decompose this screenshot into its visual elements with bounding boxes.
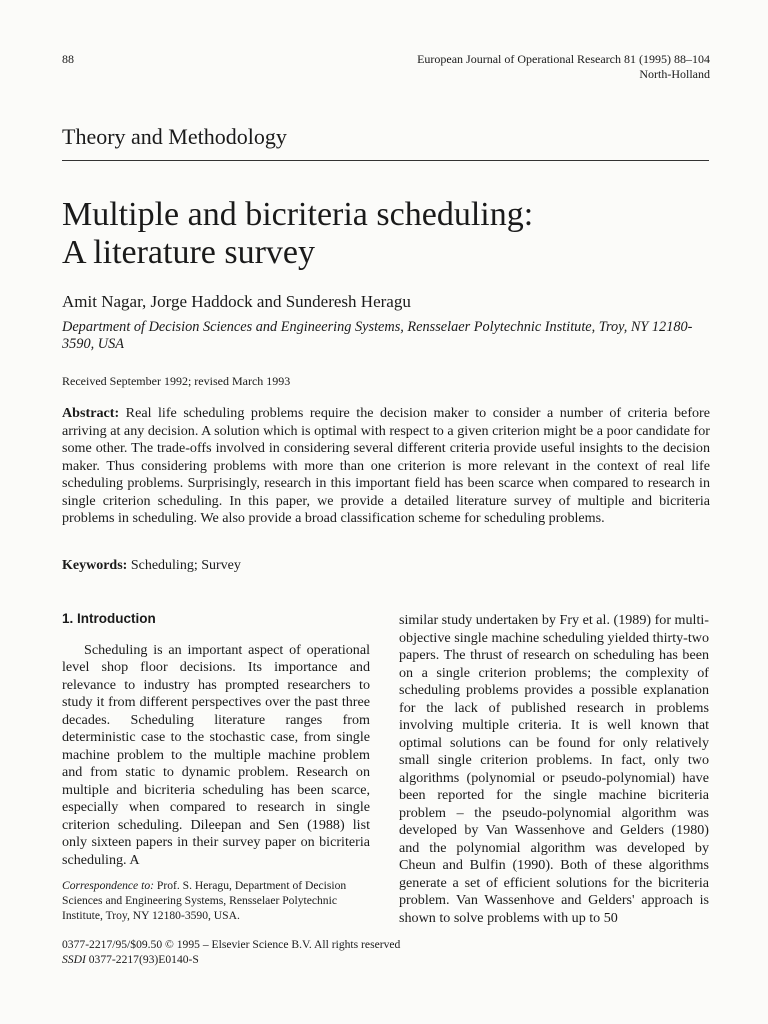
- section-label: Theory and Methodology: [62, 124, 287, 149]
- keywords-label: Keywords:: [62, 558, 128, 573]
- copyright-line: 0377-2217/95/$09.50 © 1995 – Elsevier Science B.V. All rights reserved: [62, 938, 401, 951]
- header-divider: [62, 160, 709, 161]
- right-column: [399, 612, 709, 927]
- keywords-text: Scheduling; Survey: [130, 558, 241, 573]
- publisher-line: North-Holland: [639, 67, 710, 81]
- correspondence-footnote: [62, 878, 372, 923]
- abstract: [62, 405, 710, 528]
- footnote-label: Correspondence to:: [62, 879, 154, 892]
- abstract-text: Real life scheduling problems require the decision maker to consider a number of criteria before arriving at any decision. A solution which is optimal with respect to a given criterion might be a poor candidate for some other. The trade-offs involved in considering several different criteria provide useful insights to the decision maker. Thus considering problems with more than one criterion is more relevant in the context of real life scheduling problems. Surprisingly, research in this important field has been scarce when compared to research in single criterion scheduling. In this paper, we provide a detailed literature survey of multiple and bicriteria problems in scheduling. We also provide a broad classification scheme for scheduling problems.: [62, 405, 711, 526]
- section-heading: 1. Introduction: [62, 611, 156, 626]
- intro-paragraph-left: Scheduling is an important aspect of operational level shop floor decisions. Its importance and relevance to industry has prompted researchers to study it from different perspectives over the past three decades. Scheduling literature ranges from deterministic case to the stochastic case, from single machine problem to the multiple machine problem and from static to dynamic problem. Research on multiple and bicriteria scheduling has been scarce, especially when compared to research in single criterion scheduling. Dileepan and Sen (1988) list only sixteen papers in their survey paper on bicriteria scheduling. A: [62, 641, 370, 868]
- left-column: [62, 610, 370, 869]
- journal-line: European Journal of Operational Research 81 (1995) 88–104: [417, 52, 710, 66]
- keywords: [62, 558, 241, 574]
- affiliation: Department of Decision Sciences and Engineering Systems, Rensselaer Polytechnic Institute, Troy, NY 12180-3590, USA: [62, 319, 693, 352]
- received-date: Received September 1992; revised March 1993: [62, 374, 291, 388]
- footnote-text: Prof. S. Heragu, Department of Decision Sciences and Engineering Systems, Rensselaer Polytechnic Institute, Troy, NY 12180-3590, USA.: [62, 879, 347, 922]
- copyright-footer: [62, 937, 400, 967]
- ssdi-label: SSDI: [62, 953, 86, 966]
- title-line-1: Multiple and bicriteria scheduling:: [62, 196, 534, 233]
- journal-citation: [417, 52, 710, 82]
- title-line-2: A literature survey: [62, 234, 316, 271]
- ssdi-value: 0377-2217(93)E0140-S: [88, 953, 199, 966]
- intro-paragraph-right: similar study undertaken by Fry et al. (1989) for multi-objective single machine scheduling yielded thirty-two papers. The thrust of research on scheduling has been on a single criterion problems; the complexity of scheduling problems provides a possible explanation for the lack of published research in problems involving multiple criteria. It is well known that optimal solutions can be found for only relatively small single criterion problems. In fact, only two algorithms (polynomial or pseudo-polynomial) have been reported for the single machine bicriteria problem – the pseudo-polynomial algorithm was developed by Van Wassenhove and Gelders (1980) and the polynomial algorithm was developed by Cheun and Bulfin (1990). Both of these algorithms generate a set of efficient solutions for the bicriteria problem. Van Wassenhove and Gelders' approach is shown to solve problems with up to 50: [399, 612, 710, 926]
- authors: Amit Nagar, Jorge Haddock and Sunderesh Heragu: [62, 292, 411, 311]
- abstract-label: Abstract:: [62, 405, 120, 421]
- paper-title: [62, 196, 533, 272]
- ssdi-line: [62, 952, 400, 967]
- page-number: 88: [62, 52, 74, 66]
